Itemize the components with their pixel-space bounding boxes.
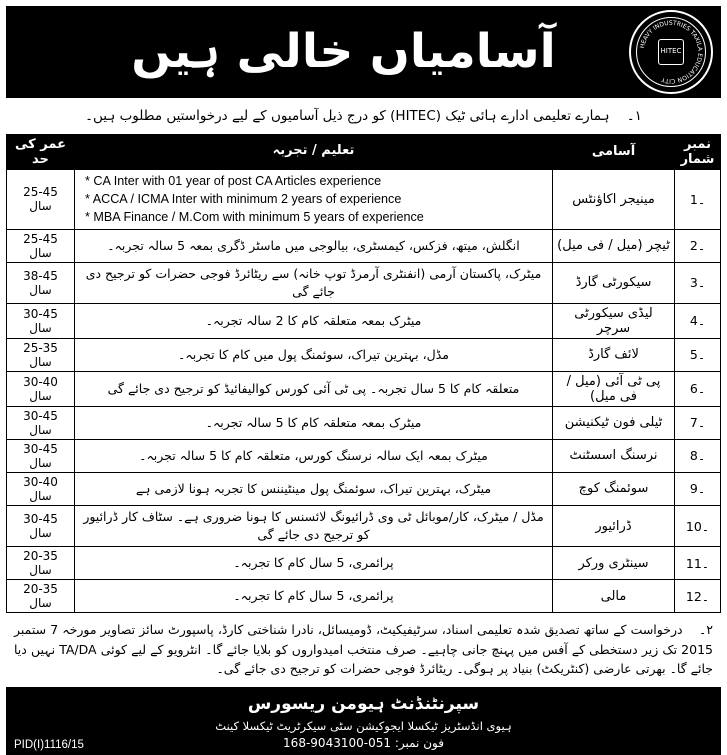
cell-serial: ۔6 <box>675 371 721 406</box>
cell-serial: ۔2 <box>675 229 721 262</box>
cell-serial: ۔11 <box>675 547 721 580</box>
intro-text: ہمارے تعلیمی ادارے ہائی ٹیک (HITEC) کو درج ذیل آسامیوں کے لیے درخواستیں مطلوب ہیں۔ <box>85 108 610 124</box>
cell-qualification: میٹرک بمعہ ایک سالہ نرسنگ کورس، متعلقہ کام کا 5 سالہ تجربہ۔ <box>75 439 553 472</box>
table-row <box>7 406 721 439</box>
cell-post: ٹیچر (میل / فی میل) <box>553 229 675 262</box>
table-row <box>7 547 721 580</box>
page-title: آسامیاں خالی ہیں <box>131 24 556 80</box>
cell-post: ڈرائیور <box>553 505 675 546</box>
column-header-qualification: تعلیم / تجربہ <box>75 134 553 169</box>
footer-phone <box>6 736 721 750</box>
vacancies-table <box>6 134 721 613</box>
cell-age: 25-35 سال <box>7 338 75 371</box>
table-row <box>7 262 721 303</box>
note-marker: ۲۔ <box>698 622 713 638</box>
cell-qualification: پرائمری، 5 سال کام کا تجربہ۔ <box>75 547 553 580</box>
footer-banner <box>6 687 721 755</box>
cell-age: 30-45 سال <box>7 406 75 439</box>
cell-age: 30-40 سال <box>7 371 75 406</box>
cell-age: 30-45 سال <box>7 505 75 546</box>
cell-serial: ۔10 <box>675 505 721 546</box>
cell-serial: ۔3 <box>675 262 721 303</box>
cell-qualification: میٹرک بمعہ متعلقہ کام کا 2 سالہ تجربہ۔ <box>75 303 553 338</box>
table-row <box>7 439 721 472</box>
cell-post: سیکورٹی گارڈ <box>553 262 675 303</box>
pid-code: PID(I)1116/15 <box>14 739 84 752</box>
cell-post: مالی <box>553 580 675 613</box>
cell-serial: ۔5 <box>675 338 721 371</box>
cell-age: 30-45 سال <box>7 303 75 338</box>
cell-post: نرسنگ اسسٹنٹ <box>553 439 675 472</box>
footer-signatory: سپرنٹنڈنٹ ہیومن ریسورس <box>247 694 480 715</box>
cell-qualification: متعلقہ کام کا 5 سال تجربہ۔ پی ٹی آئی کورس کوالیفائیڈ کو ترجیح دی جائے گی <box>75 371 553 406</box>
cell-age: 20-35 سال <box>7 580 75 613</box>
footer-address: ہیوی انڈسٹریز ٹیکسلا ایجوکیشن سٹی سیکرٹریٹ ٹیکسلا کینٹ <box>215 719 512 734</box>
note-text: درخواست کے ساتھ تصدیق شدہ تعلیمی اسناد، سرٹیفیکیٹ، ڈومیسائل، نادرا شناختی کارڈ، پاسپورٹ سائز تصاویر مورخہ 7 ستمبر 2015 تک زیر دستخطی کے آفس میں پہنچ جانی چاہیے۔ صرف منتخب امیدواروں کو بلایا جائے گا۔ انٹرویو کے لیے کوئی TA/DA نہیں دیا جائے گا۔ بھرتی عارضی (کنٹریکٹ) بنیاد پر ہوگی۔ ریٹائرڈ فوجی حضرات کو ترجیح دی جائے گی۔ <box>14 622 713 676</box>
table-row <box>7 371 721 406</box>
table-body <box>7 169 721 612</box>
cell-qualification: میٹرک بمعہ متعلقہ کام کا 5 سالہ تجربہ۔ <box>75 406 553 439</box>
cell-age: 30-40 سال <box>7 472 75 505</box>
column-header-serial: نمبر شمار <box>675 134 721 169</box>
cell-post: لائف گارڈ <box>553 338 675 371</box>
table-row <box>7 472 721 505</box>
cell-qualification: میٹرک، پاکستان آرمی (انفنٹری آرمرڈ توپ خانہ) سے ریٹائرڈ فوجی حضرات کو ترجیح دی جائے گی <box>75 262 553 303</box>
cell-post: پی ٹی آئی (میل / فی میل) <box>553 371 675 406</box>
column-header-post: آسامی <box>553 134 675 169</box>
cell-age: 25-45 سال <box>7 169 75 229</box>
cell-post: لیڈی سیکورٹی سرچر <box>553 303 675 338</box>
cell-age: 20-35 سال <box>7 547 75 580</box>
table-row <box>7 169 721 229</box>
table-row <box>7 229 721 262</box>
cell-post: ٹیلی فون ٹیکنیشن <box>553 406 675 439</box>
cell-serial: ۔8 <box>675 439 721 472</box>
table-row <box>7 505 721 546</box>
cell-serial: ۔7 <box>675 406 721 439</box>
logo-ring-text <box>637 18 705 86</box>
cell-serial: ۔9 <box>675 472 721 505</box>
cell-serial: ۔12 <box>675 580 721 613</box>
cell-qualification: مڈل / میٹرک، کار/موبائل ٹی وی ڈرائیونگ لائسنس کا ہونا ضروری ہے۔ سٹاف کار ڈرائیور کو ترجیح دی جائے گی <box>75 505 553 546</box>
cell-qualification: مڈل، بہترین تیراک، سوئمنگ پول میں کام کا تجربہ۔ <box>75 338 553 371</box>
cell-qualification <box>75 169 553 229</box>
cell-qualification: میٹرک، بہترین تیراک، سوئمنگ پول مینٹیننس کا تجربہ ہونا لازمی ہے <box>75 472 553 505</box>
cell-age: 25-45 سال <box>7 229 75 262</box>
cell-post: مینیجر اکاؤنٹس <box>553 169 675 229</box>
column-header-age: عمر کی حد <box>7 134 75 169</box>
table-row <box>7 303 721 338</box>
table-row <box>7 580 721 613</box>
cell-qualification: پرائمری، 5 سال کام کا تجربہ۔ <box>75 580 553 613</box>
intro-marker: ۱۔ <box>626 108 642 124</box>
header-banner <box>6 6 721 98</box>
cell-serial: ۔4 <box>675 303 721 338</box>
footer-phone-label: فون نمبر: <box>394 736 444 751</box>
table-row <box>7 338 721 371</box>
cell-post: سینٹری ورکر <box>553 547 675 580</box>
cell-age: 30-45 سال <box>7 439 75 472</box>
hitec-crest-icon <box>629 10 713 94</box>
svg-text:HEAVY INDUSTRIES TAXILA EDUCAT: HEAVY INDUSTRIES TAXILA EDUCATION CITY <box>639 19 704 85</box>
qualification-english: * CA Inter with 01 year of post CA Articles experience * ACCA / ICMA Inter with minimum 2 years of experience * MBA Finance / M.Com with minimum 5 years of experience <box>85 173 424 225</box>
footer-phone-number: 051-9043100-168 <box>283 736 391 751</box>
logo-center-text: HITEC <box>660 47 682 56</box>
table-header-row <box>7 134 721 169</box>
cell-qualification: انگلش، میتھ، فزکس، کیمسٹری، بیالوجی میں ماسٹر ڈگری بمعہ 5 سالہ تجربہ۔ <box>75 229 553 262</box>
cell-age: 38-45 سال <box>7 262 75 303</box>
intro-paragraph <box>6 98 721 134</box>
cell-post: سوئمنگ کوچ <box>553 472 675 505</box>
instructions-paragraph <box>6 613 721 683</box>
cell-serial: ۔1 <box>675 169 721 229</box>
